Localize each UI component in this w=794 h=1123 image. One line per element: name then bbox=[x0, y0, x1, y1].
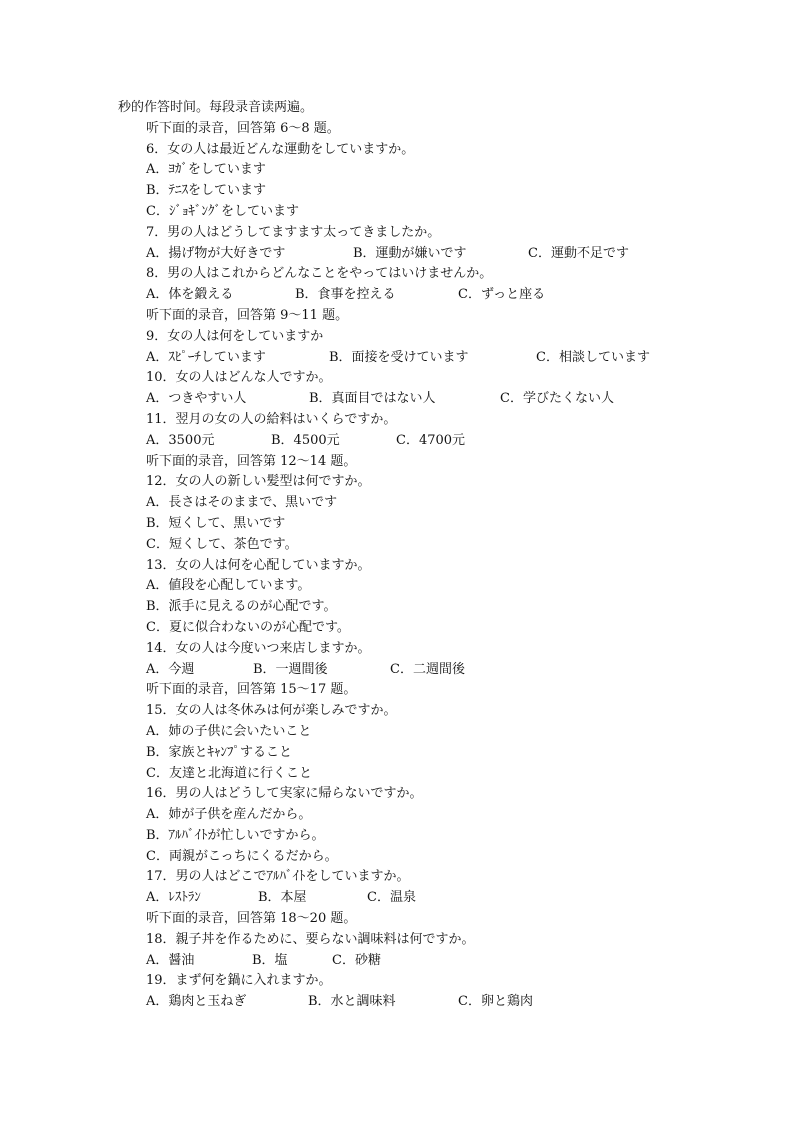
answer-option: C．4700元 bbox=[396, 432, 466, 448]
section-instruction: 听下面的录音，回答第 6～8 题。 bbox=[146, 120, 340, 136]
answer-option: A．長さはそのままで、黒いです bbox=[146, 495, 338, 511]
answer-option: C．二週間後 bbox=[390, 661, 465, 677]
section-instruction: 听下面的录音，回答第 12～14 题。 bbox=[146, 453, 357, 469]
question-text: 18．親子丼を作るために、要らない調味料は何ですか。 bbox=[146, 931, 475, 947]
answer-option: C．卵と鶏肉 bbox=[458, 994, 533, 1010]
question-text: 12．女の人の新しい髪型は何ですか。 bbox=[146, 474, 371, 490]
question-text: 19．まず何を鍋に入れますか。 bbox=[146, 973, 332, 989]
question-text: 15．女の人は冬休みは何が楽しみですか。 bbox=[146, 703, 397, 719]
answer-options-row bbox=[0, 389, 794, 410]
question-text: 16．男の人はどうして実家に帰らないですか。 bbox=[146, 786, 423, 802]
answer-options-row bbox=[0, 285, 794, 306]
question-text: 9．女の人は何をしていますか bbox=[146, 328, 324, 344]
answer-options-row bbox=[0, 992, 794, 1013]
answer-option: C．運動不足です bbox=[528, 245, 629, 261]
answer-option: B．運動が嫌いです bbox=[353, 245, 467, 261]
question-text: 6．女の人は最近どんな運動をしていますか。 bbox=[146, 141, 415, 157]
answer-option: C．夏に似合わないのが心配です。 bbox=[146, 619, 350, 635]
document-page bbox=[0, 98, 794, 1013]
answer-options-row bbox=[0, 888, 794, 909]
section-instruction: 听下面的录音，回答第 9～11 题。 bbox=[146, 307, 349, 323]
answer-option: B．短くして、黒いです bbox=[146, 515, 286, 531]
question-text: 10．女の人はどんな人ですか。 bbox=[146, 370, 332, 386]
answer-option: C．ずっと座る bbox=[458, 287, 546, 303]
answer-option: B．ﾃﾆｽをしています bbox=[146, 183, 267, 199]
question-text: 7．男の人はどうしてますます太ってきましたか。 bbox=[146, 224, 441, 240]
answer-options-row bbox=[0, 431, 794, 452]
answer-option: C．友達と北海道に行くこと bbox=[146, 765, 312, 781]
answer-options-row bbox=[0, 244, 794, 265]
answer-options-row bbox=[0, 660, 794, 681]
answer-option: A．姉が子供を産んだから。 bbox=[146, 807, 312, 823]
answer-option: A．揚げ物が大好きです bbox=[146, 245, 286, 261]
question-text: 11．翌月の女の人の給料はいくらですか。 bbox=[146, 411, 397, 427]
answer-option: B．面接を受けています bbox=[329, 349, 469, 365]
answer-option: B．4500元 bbox=[271, 432, 340, 448]
answer-option: B．水と調味料 bbox=[308, 994, 396, 1010]
answer-option: A．ｽﾋﾟｰﾁしています bbox=[146, 349, 266, 365]
answer-option: A．今週 bbox=[146, 661, 195, 677]
section-instruction: 听下面的录音，回答第 15～17 题。 bbox=[146, 682, 357, 698]
answer-option: C．両親がこっちにくるだから。 bbox=[146, 848, 338, 864]
answer-option: A．3500元 bbox=[146, 432, 215, 448]
answer-option: C．砂糖 bbox=[332, 952, 381, 968]
answer-option: B．ｱﾙﾊﾞｲﾄが忙しいですから。 bbox=[146, 827, 325, 843]
answer-option: A．値段を心配しています。 bbox=[146, 578, 311, 594]
answer-option: B．本屋 bbox=[258, 890, 307, 906]
answer-option: B．食事を控える bbox=[295, 287, 396, 303]
section-instruction: 听下面的录音，回答第 18～20 题。 bbox=[146, 911, 357, 927]
answer-option: C．相談しています bbox=[536, 349, 650, 365]
answer-option: B．真面目ではない人 bbox=[309, 391, 436, 407]
answer-option: B．派手に見えるのが心配です。 bbox=[146, 599, 337, 615]
question-text: 13．女の人は何を心配していますか。 bbox=[146, 557, 371, 573]
question-text: 8．男の人はこれからどんなことをやってはいけませんか。 bbox=[146, 266, 493, 282]
answer-option: A．体を鍛える bbox=[146, 287, 234, 303]
answer-options-row bbox=[0, 348, 794, 369]
answer-option: A．姉の子供に会いたいこと bbox=[146, 723, 312, 739]
answer-option: C．学びたくない人 bbox=[500, 391, 614, 407]
answer-option: B．家族とｷｬﾝﾌﾟすること bbox=[146, 744, 293, 760]
answer-option: C．短くして、茶色です。 bbox=[146, 536, 298, 552]
answer-option: A．醤油 bbox=[146, 952, 195, 968]
answer-option: A．鶏肉と玉ねぎ bbox=[146, 994, 247, 1010]
intro-text: 秒的作答时间。每段录音读两遍。 bbox=[118, 100, 314, 115]
answer-option: A．ﾚｽﾄﾗﾝ bbox=[146, 890, 201, 906]
answer-option: A．ﾖｶﾞをしています bbox=[146, 162, 266, 178]
answer-option: C．ｼﾞｮｷﾞﾝｸﾞをしています bbox=[146, 203, 299, 219]
answer-option: B．一週間後 bbox=[253, 661, 328, 677]
answer-options-row bbox=[0, 951, 794, 972]
question-text: 14．女の人は今度いつ来店しますか。 bbox=[146, 640, 371, 656]
answer-option: C．温泉 bbox=[367, 890, 416, 906]
question-text: 17．男の人はどこでｱﾙﾊﾞｲﾄをしていますか。 bbox=[146, 869, 410, 885]
document-body bbox=[0, 119, 794, 1013]
answer-option: B．塩 bbox=[252, 952, 288, 968]
answer-option: A．つきやすい人 bbox=[146, 391, 247, 407]
